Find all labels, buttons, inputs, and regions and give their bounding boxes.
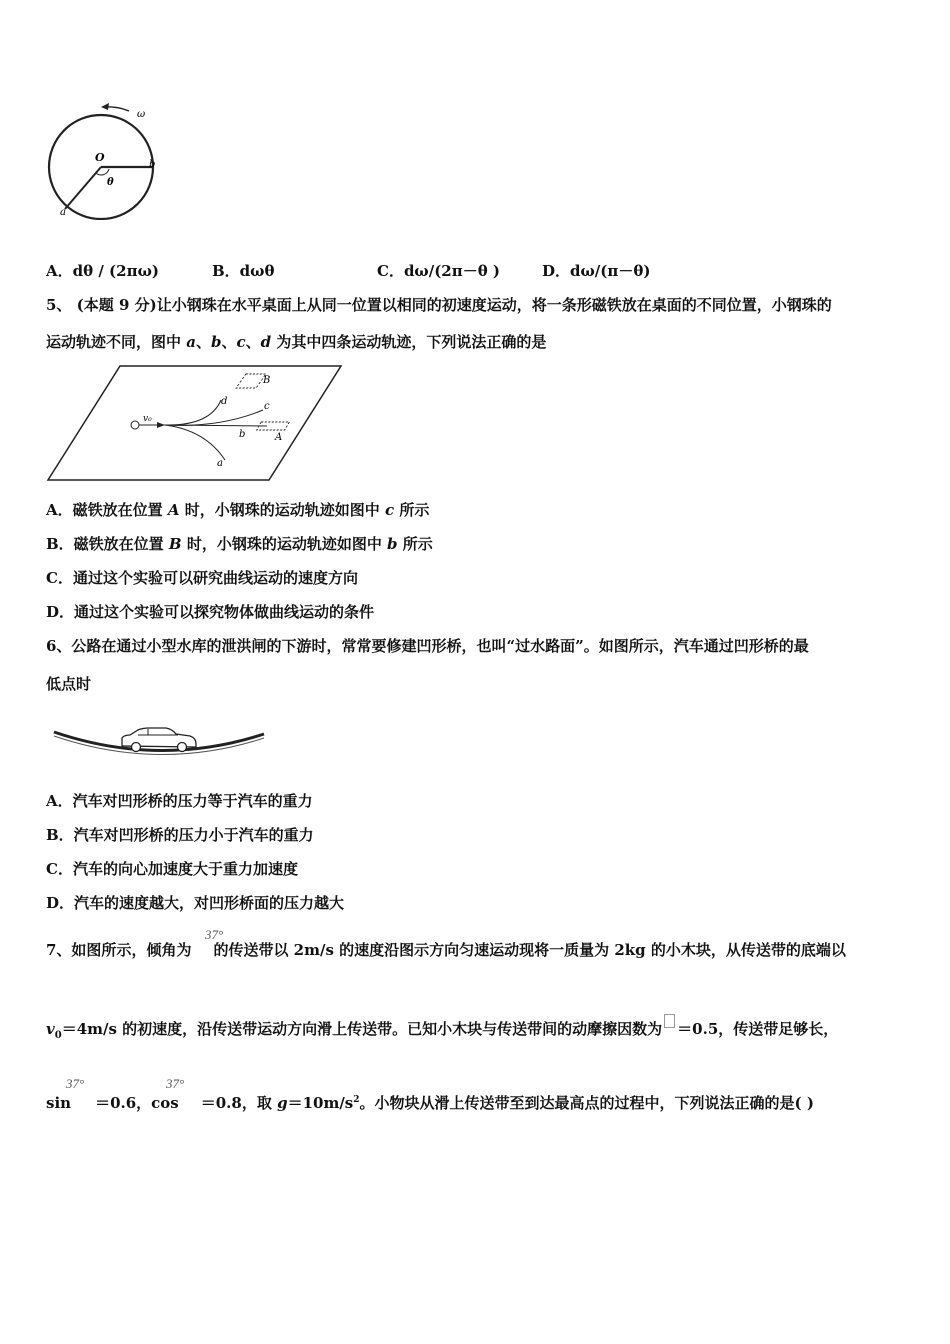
q7-line1-pre: 7、如图所示，倾角为 <box>46 941 192 959</box>
q7-cos-angle-37: 37° <box>166 1076 185 1091</box>
q7-v0-subscript: 0 <box>54 1030 62 1041</box>
q6-option-b: B．汽车对凹形桥的压力小于汽车的重力 <box>46 826 314 844</box>
q7-line2-post: ＝0.5，传送带足够长， <box>677 1020 839 1038</box>
q5-option-b-post: 所示 <box>397 535 433 553</box>
label-a: a <box>217 458 223 469</box>
trajectory-d <box>165 400 221 425</box>
v0-label: v₀ <box>143 414 152 424</box>
rotation-arrowhead <box>101 103 109 110</box>
q7-line1-post: 的传送带以 2m/s 的速度沿图示方向匀速运动现将一质量为 2kg 的小木块，从传送带的底端以 <box>213 941 846 959</box>
q6-option-d: D．汽车的速度越大，对凹形桥面的压力越大 <box>46 894 345 912</box>
q4-option-b: B．dωθ <box>212 262 275 280</box>
q5-path-b: b <box>210 333 222 351</box>
trajectory-a <box>165 425 225 460</box>
q7-g-exponent: 2 <box>353 1095 360 1105</box>
q7-sin: sin <box>46 1094 72 1112</box>
q5-option-b-position: B <box>168 535 182 553</box>
q5-option-a-path: c <box>384 501 395 519</box>
q4-option-d: D．dω/(π－θ) <box>542 262 651 280</box>
q5-option-c: C．通过这个实验可以研究曲线运动的速度方向 <box>46 569 358 587</box>
concave-bridge-figure <box>50 722 270 772</box>
q5-stem-line2 <box>46 332 546 352</box>
point-a-label: a <box>60 207 66 218</box>
q5-path-d: d <box>260 333 272 351</box>
q7-angle-37: 37° <box>205 927 224 942</box>
center-label: O <box>95 151 105 164</box>
q5-option-b <box>46 534 433 554</box>
steel-ball <box>131 421 139 429</box>
q6-option-a: A．汽车对凹形桥的压力等于汽车的重力 <box>46 792 313 810</box>
q5-sep-2: 、 <box>221 333 237 351</box>
label-c: c <box>264 401 270 412</box>
q7-g-symbol: g <box>277 1094 288 1112</box>
radius-oa <box>65 167 101 209</box>
q5-option-d: D．通过这个实验可以探究物体做曲线运动的条件 <box>46 603 375 621</box>
rotating-disc-figure <box>45 95 175 220</box>
q6-stem-line2: 低点时 <box>46 675 92 693</box>
label-d: d <box>221 396 228 407</box>
q5-path-c: c <box>236 333 246 351</box>
point-b-label: b <box>149 159 156 170</box>
q7-stem-line1 <box>46 940 846 960</box>
q7-line2-mid: ＝4m/s 的初速度，沿传送带运动方向滑上传送带。已知小木块与传送带间的动摩擦因数为 <box>61 1020 663 1038</box>
q7-stem-line2 <box>46 1014 838 1046</box>
q7-sin-angle-37: 37° <box>66 1076 85 1091</box>
table-surface <box>48 366 341 480</box>
q6-option-c: C．汽车的向心加速度大于重力加速度 <box>46 860 298 878</box>
q5-sep-1: 、 <box>195 333 211 351</box>
label-b: b <box>239 429 246 440</box>
mu-placeholder-icon <box>664 1014 675 1028</box>
q5-stem-line2-post: 为其中四条运动轨迹，下列说法正确的是 <box>271 333 547 351</box>
q7-stem-line3 <box>46 1090 814 1113</box>
q5-option-b-path: b <box>387 535 398 553</box>
q7-sin-value: ＝0.6，cos <box>95 1094 179 1112</box>
label-B: B <box>263 375 271 386</box>
label-A: A <box>275 432 283 443</box>
q5-sep-3: 、 <box>245 333 261 351</box>
trajectory-c <box>165 410 263 425</box>
q7-v0-symbol: v <box>46 1020 55 1038</box>
q7-tail: 。小物块从滑上传送带至到达最高点的过程中，下列说法正确的是( ) <box>359 1094 814 1112</box>
q4-option-c: C．dω/(2π－θ ) <box>377 262 501 280</box>
q5-option-a-position: A <box>167 501 180 519</box>
q5-option-a-pre: A．磁铁放在位置 <box>46 501 168 519</box>
velocity-arrowhead <box>157 422 165 428</box>
q5-path-a: a <box>186 333 196 351</box>
omega-label: ω <box>137 109 146 120</box>
q4-option-a: A．dθ / (2πω) <box>46 262 159 280</box>
magnet-trajectory-figure <box>45 364 345 484</box>
magnet-position-b <box>236 374 266 388</box>
q5-option-a-mid: 时，小钢珠的运动轨迹如图中 <box>179 501 385 519</box>
q5-option-a-post: 所示 <box>394 501 430 519</box>
q5-option-b-mid: 时，小钢珠的运动轨迹如图中 <box>181 535 388 553</box>
q5-option-b-pre: B．磁铁放在位置 <box>46 535 169 553</box>
theta-label: θ <box>107 177 114 188</box>
car-icon <box>122 728 196 752</box>
q6-stem-line1: 6、公路在通过小型水库的泄洪闸的下游时，常常要修建凹形桥，也叫“过水路面”。如图所示，汽车通过凹形桥的最 <box>46 637 809 655</box>
q5-option-a <box>46 500 429 520</box>
q5-stem-line1: 5、 (本题 9 分)让小钢珠在水平桌面上从同一位置以相同的初速度运动，将一条形磁铁放在桌面的不同位置，小钢珠的 <box>46 296 832 314</box>
q7-cos-value: ＝0.8，取 <box>200 1094 278 1112</box>
q7-g-value: ＝10m/s <box>287 1094 354 1112</box>
q5-stem-line2-pre: 运动轨迹不同，图中 <box>46 333 187 351</box>
